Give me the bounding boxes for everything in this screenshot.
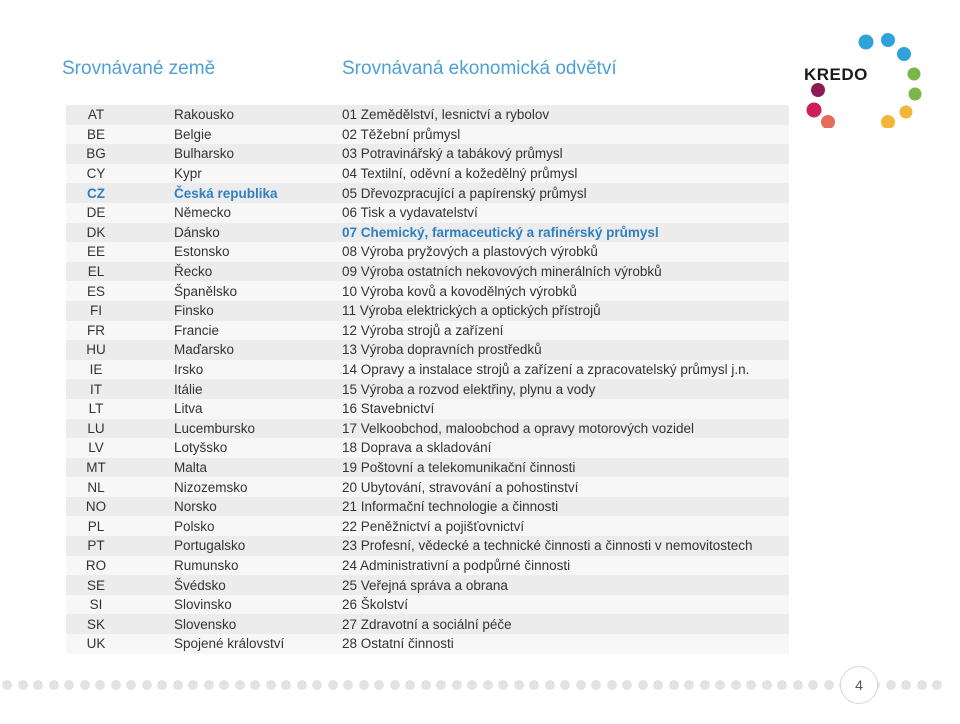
footer-dot — [359, 680, 369, 690]
footer-dot — [700, 680, 710, 690]
table-row — [66, 321, 789, 341]
logo-dot — [909, 88, 922, 101]
country-name: Slovinsko — [174, 597, 232, 613]
table-row — [66, 477, 789, 497]
sector-name: 06 Tisk a vydavatelství — [342, 205, 478, 221]
table-row — [66, 614, 789, 634]
sector-name: 23 Profesní, vědecké a technické činnosti a činnosti v nemovitostech — [342, 538, 753, 554]
country-name: Itálie — [174, 381, 203, 397]
footer-dot — [80, 680, 90, 690]
footer-dot — [95, 680, 105, 690]
footer-dot — [731, 680, 741, 690]
table-row — [66, 262, 789, 282]
footer-dot — [638, 680, 648, 690]
country-code: BE — [86, 126, 105, 142]
sector-name: 14 Opravy a instalace strojů a zařízení a zpracovatelský průmysl j.n. — [342, 362, 750, 378]
sectors-heading: Srovnávaná ekonomická odvětví — [342, 58, 617, 79]
country-name: Lucembursko — [174, 420, 256, 436]
country-name: Spojené království — [174, 636, 285, 652]
country-code: IT — [90, 381, 102, 397]
country-code: PT — [87, 538, 105, 554]
footer-dot — [126, 680, 136, 690]
country-name: Estonsko — [174, 244, 230, 260]
country-name: Malta — [174, 459, 208, 475]
country-code: SE — [86, 577, 105, 593]
country-code: BG — [86, 146, 106, 162]
footer-dot — [436, 680, 446, 690]
country-code: AT — [87, 107, 105, 123]
logo-dot — [881, 115, 895, 128]
sector-name: 22 Peněžnictví a pojišťovnictví — [342, 518, 525, 534]
footer-dot — [204, 680, 214, 690]
footer-dot — [762, 680, 772, 690]
table-row — [66, 556, 789, 576]
sector-name: 13 Výroba dopravních prostředků — [342, 342, 542, 358]
footer-dot — [111, 680, 121, 690]
sector-name: 09 Výroba ostatních nekovových minerálních výrobků — [342, 264, 662, 280]
footer-dot — [18, 680, 28, 690]
countries-heading: Srovnávané země — [62, 58, 216, 79]
footer-dot — [483, 680, 493, 690]
footer-dot — [235, 680, 245, 690]
sector-name: 01 Zemědělství, lesnictví a rybolov — [342, 107, 550, 123]
country-code: SK — [86, 616, 105, 632]
sector-name: 21 Informační technologie a činnosti — [342, 499, 559, 515]
table-row — [66, 301, 789, 321]
country-name: Belgie — [174, 126, 212, 142]
table-row — [66, 164, 789, 184]
table-row — [66, 438, 789, 458]
footer-dot — [297, 680, 307, 690]
footer-dot — [560, 680, 570, 690]
table-row — [66, 223, 789, 243]
table-row — [66, 183, 789, 203]
footer-dot — [529, 680, 539, 690]
table-row — [66, 536, 789, 556]
footer-dot — [219, 680, 229, 690]
kredo-logo-text: KREDO — [804, 65, 868, 84]
footer-dot — [250, 680, 260, 690]
country-name: Německo — [174, 205, 232, 221]
footer-dot — [901, 680, 911, 690]
country-name: Lotyšsko — [174, 440, 228, 456]
country-code: NL — [87, 479, 105, 495]
table-row — [66, 125, 789, 145]
country-code: HU — [86, 342, 106, 358]
footer-dot — [746, 680, 756, 690]
country-name: Švédsko — [174, 577, 226, 593]
country-code: NO — [85, 499, 107, 515]
table-row — [66, 360, 789, 380]
country-code: DE — [86, 205, 106, 221]
country-code: ES — [86, 283, 105, 299]
logo-dot — [821, 115, 835, 128]
country-name: Francie — [174, 322, 220, 338]
country-name: Finsko — [174, 303, 214, 319]
footer-dot — [607, 680, 617, 690]
footer-dot — [498, 680, 508, 690]
table-row — [66, 497, 789, 517]
footer-dot — [2, 680, 12, 690]
country-code: LT — [88, 401, 104, 417]
country-name: Česká republika — [174, 185, 278, 201]
country-code: PL — [87, 518, 105, 534]
footer-dot — [777, 680, 787, 690]
sector-name: 04 Textilní, oděvní a kožedělný průmysl — [342, 166, 578, 182]
footer-dot — [266, 680, 276, 690]
footer-dot — [669, 680, 679, 690]
footer-dot — [157, 680, 167, 690]
footer-dot — [467, 680, 477, 690]
country-name: Bulharsko — [174, 146, 235, 162]
country-code: UK — [86, 636, 106, 652]
country-code: FI — [90, 303, 102, 319]
country-code: DK — [86, 224, 106, 240]
footer-dot — [312, 680, 322, 690]
country-name: Rumunsko — [174, 557, 239, 573]
table-row — [66, 105, 789, 125]
country-code: FR — [87, 322, 105, 338]
table-row — [66, 458, 789, 478]
country-code: EE — [86, 244, 105, 260]
footer-dot — [622, 680, 632, 690]
table-row — [66, 595, 789, 615]
footer-dot — [281, 680, 291, 690]
country-code: MT — [86, 459, 106, 475]
footer-dot — [64, 680, 74, 690]
footer-dot — [421, 680, 431, 690]
footer-dot — [824, 680, 834, 690]
footer-dot — [390, 680, 400, 690]
sector-name: 16 Stavebnictví — [342, 401, 435, 417]
country-name: Nizozemsko — [174, 479, 248, 495]
footer-dot — [374, 680, 384, 690]
table-row — [66, 634, 789, 654]
sector-name: 15 Výroba a rozvod elektřiny, plynu a vody — [342, 381, 596, 397]
table-row — [66, 419, 789, 439]
footer-dot — [328, 680, 338, 690]
table-row — [66, 516, 789, 536]
footer-dot — [49, 680, 59, 690]
footer-dot — [405, 680, 415, 690]
footer-dot — [653, 680, 663, 690]
country-code: CY — [86, 166, 106, 182]
country-name: Norsko — [174, 499, 217, 515]
country-name: Řecko — [174, 264, 213, 280]
sector-name: 20 Ubytování, stravování a pohostinství — [342, 479, 579, 495]
footer-dot — [188, 680, 198, 690]
footer-dot — [545, 680, 555, 690]
logo-dot — [908, 68, 921, 81]
footer-dot — [591, 680, 601, 690]
table-row — [66, 379, 789, 399]
footer-dot — [808, 680, 818, 690]
footer-dot — [886, 680, 896, 690]
footer-dot — [33, 680, 43, 690]
sector-name: 19 Poštovní a telekomunikační činnosti — [342, 459, 576, 475]
sector-name: 26 Školství — [342, 597, 409, 613]
country-code: LU — [87, 420, 105, 436]
country-name: Portugalsko — [174, 538, 246, 554]
sector-name: 28 Ostatní činnosti — [342, 636, 454, 652]
footer-dot — [452, 680, 462, 690]
sector-name: 05 Dřevozpracující a papírenský průmysl — [342, 185, 587, 201]
country-name: Maďarsko — [174, 342, 235, 358]
table-row — [66, 281, 789, 301]
country-code: RO — [85, 557, 107, 573]
country-code: SI — [89, 597, 103, 613]
country-sector-table — [66, 105, 789, 654]
table-row — [66, 575, 789, 595]
country-code: LV — [88, 440, 104, 456]
footer-dot — [173, 680, 183, 690]
logo-dot — [900, 106, 913, 119]
sector-name: 24 Administrativní a podpůrné činnosti — [342, 557, 571, 573]
footer-dot — [684, 680, 694, 690]
country-name: Dánsko — [174, 224, 220, 240]
sector-name: 11 Výroba elektrických a optických přístrojů — [342, 303, 601, 319]
table-row — [66, 399, 789, 419]
country-name: Irsko — [174, 362, 204, 378]
footer-dot — [715, 680, 725, 690]
footer-dot — [917, 680, 927, 690]
footer-dot — [514, 680, 524, 690]
footer-dot — [932, 680, 942, 690]
sector-name: 25 Veřejná správa a obrana — [342, 577, 508, 593]
sector-name: 03 Potravinářský a tabákový průmysl — [342, 146, 563, 162]
country-code: IE — [89, 362, 103, 378]
country-name: Litva — [174, 401, 203, 417]
sector-name: 17 Velkoobchod, maloobchod a opravy motorových vozidel — [342, 420, 694, 436]
sector-name: 08 Výroba pryžových a plastových výrobků — [342, 244, 598, 260]
table-row — [66, 242, 789, 262]
sector-name: 27 Zdravotní a sociální péče — [342, 616, 512, 632]
sector-name: 07 Chemický, farmaceutický a rafinérský průmysl — [342, 224, 659, 240]
footer-dot — [793, 680, 803, 690]
logo-dot — [881, 33, 895, 47]
sector-name: 12 Výroba strojů a zařízení — [342, 322, 504, 338]
country-code: CZ — [87, 185, 105, 201]
country-name: Polsko — [174, 518, 215, 534]
footer-dot-strip — [0, 680, 960, 694]
sector-name: 10 Výroba kovů a kovodělných výrobků — [342, 283, 577, 299]
page-number: 4 — [840, 666, 878, 704]
country-code: EL — [87, 264, 105, 280]
country-name: Španělsko — [174, 283, 238, 299]
table-row — [66, 340, 789, 360]
table-row — [66, 144, 789, 164]
logo-dot — [897, 47, 911, 61]
country-name: Kypr — [174, 166, 202, 182]
table-row — [66, 203, 789, 223]
country-name: Slovensko — [174, 616, 237, 632]
logo-dot — [811, 83, 825, 97]
footer-dot — [142, 680, 152, 690]
country-name: Rakousko — [174, 107, 235, 123]
footer-dot — [343, 680, 353, 690]
sector-name: 18 Doprava a skladování — [342, 440, 492, 456]
footer-dot — [576, 680, 586, 690]
logo-dot — [859, 35, 874, 50]
sector-name: 02 Těžební průmysl — [342, 126, 461, 142]
logo-dot — [807, 103, 822, 118]
